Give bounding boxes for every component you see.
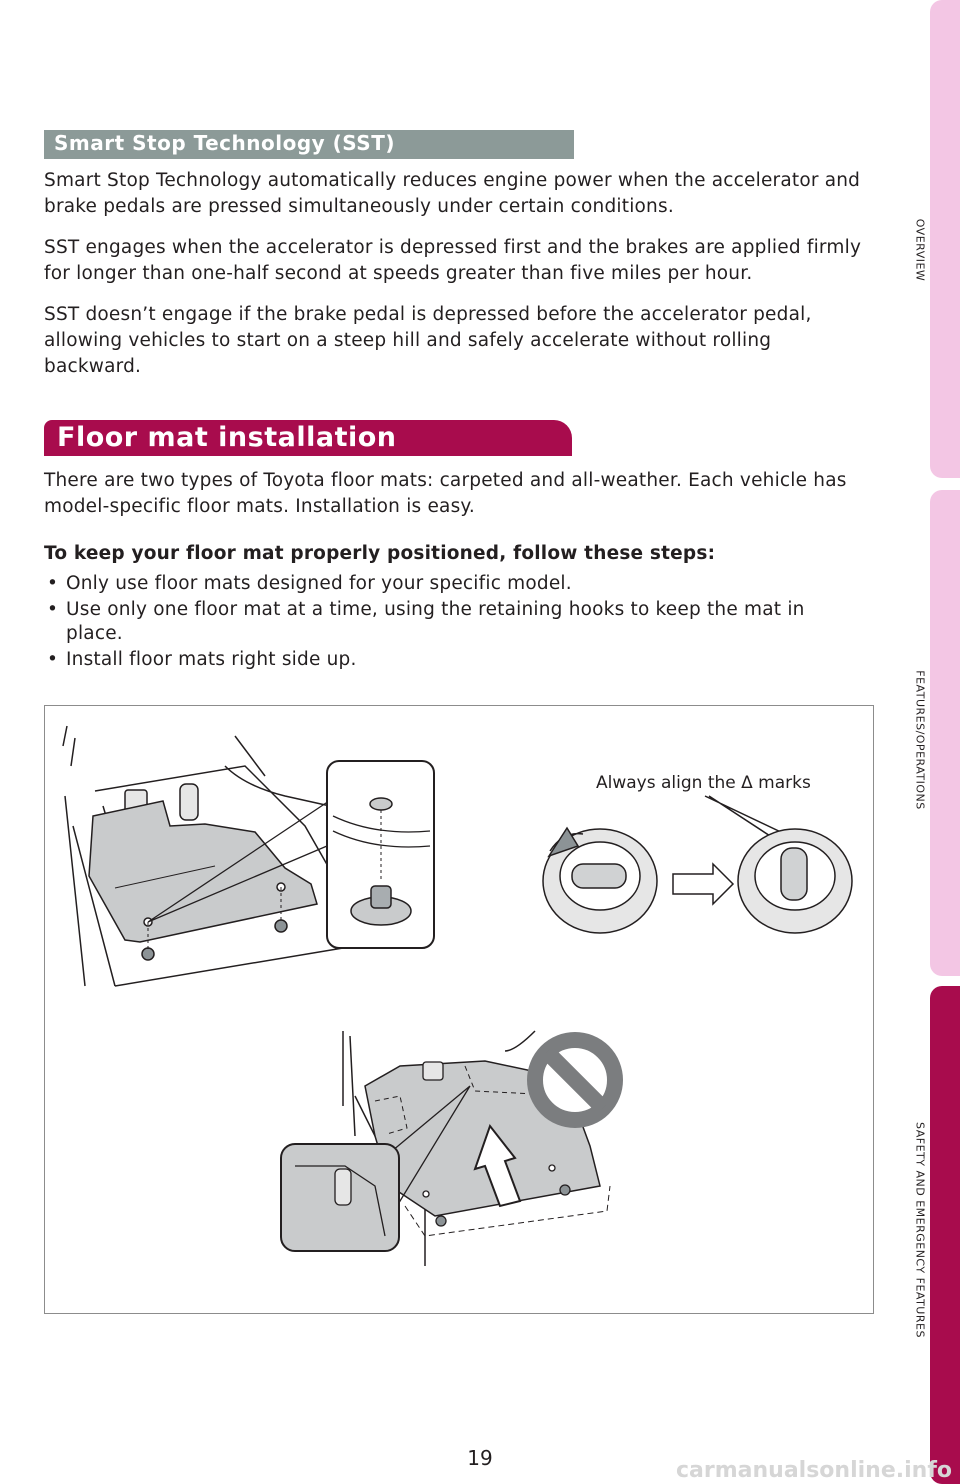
tab-label-features-operations: FEATURES/OPERATIONS bbox=[913, 670, 927, 810]
hook-locked-diagram bbox=[738, 829, 852, 933]
steps-list bbox=[44, 572, 864, 674]
sst-paragraph-3: SST doesn’t engage if the brake pedal is depressed before the accelerator pedal, allowing vehicles to start on a steep hill and safely accelerate without rolling backward. bbox=[44, 304, 812, 377]
prohibited-icon bbox=[535, 1040, 615, 1120]
align-arrow bbox=[673, 864, 733, 904]
floor-mat-heading: Floor mat installation bbox=[57, 422, 397, 453]
floor-mat-heading-bar bbox=[44, 420, 572, 456]
sst-paragraph-1: Smart Stop Technology automatically reduces engine power when the accelerator and brake pedals are pressed simultaneously under certain conditions. bbox=[44, 170, 861, 217]
figure-caption: Always align the Δ marks bbox=[596, 773, 811, 793]
hook-unlocked-diagram bbox=[543, 828, 657, 933]
watermark: carmanualsonline.info bbox=[676, 1458, 952, 1483]
floor-mat-illustration bbox=[45, 706, 873, 1313]
list-item: • Use only one floor mat at a time, using the retaining hooks to keep the mat in place. bbox=[44, 598, 864, 646]
tab-label-overview: OVERVIEW bbox=[913, 218, 927, 282]
page-number: 19 bbox=[467, 1446, 493, 1470]
tab-label-safety-emergency: SAFETY AND EMERGENCY FEATURES bbox=[913, 1122, 927, 1338]
list-item: • Only use floor mats designed for your specific model. bbox=[44, 572, 864, 596]
sst-heading: Smart Stop Technology (SST) bbox=[54, 131, 395, 155]
sst-heading-bar bbox=[44, 130, 574, 159]
list-item: • Install floor mats right side up. bbox=[44, 648, 864, 672]
floor-mat-figure bbox=[44, 705, 874, 1314]
floor-mat-intro: There are two types of Toyota floor mats: carpeted and all-weather. Each vehicle has model-specific floor mats. Installation is easy. bbox=[44, 470, 847, 517]
sst-paragraph-2: SST engages when the accelerator is depressed first and the brakes are applied firmly for longer than one-half second at speeds greater than five miles per hour. bbox=[44, 237, 862, 284]
steps-heading: To keep your floor mat properly positioned, follow these steps: bbox=[44, 543, 716, 564]
